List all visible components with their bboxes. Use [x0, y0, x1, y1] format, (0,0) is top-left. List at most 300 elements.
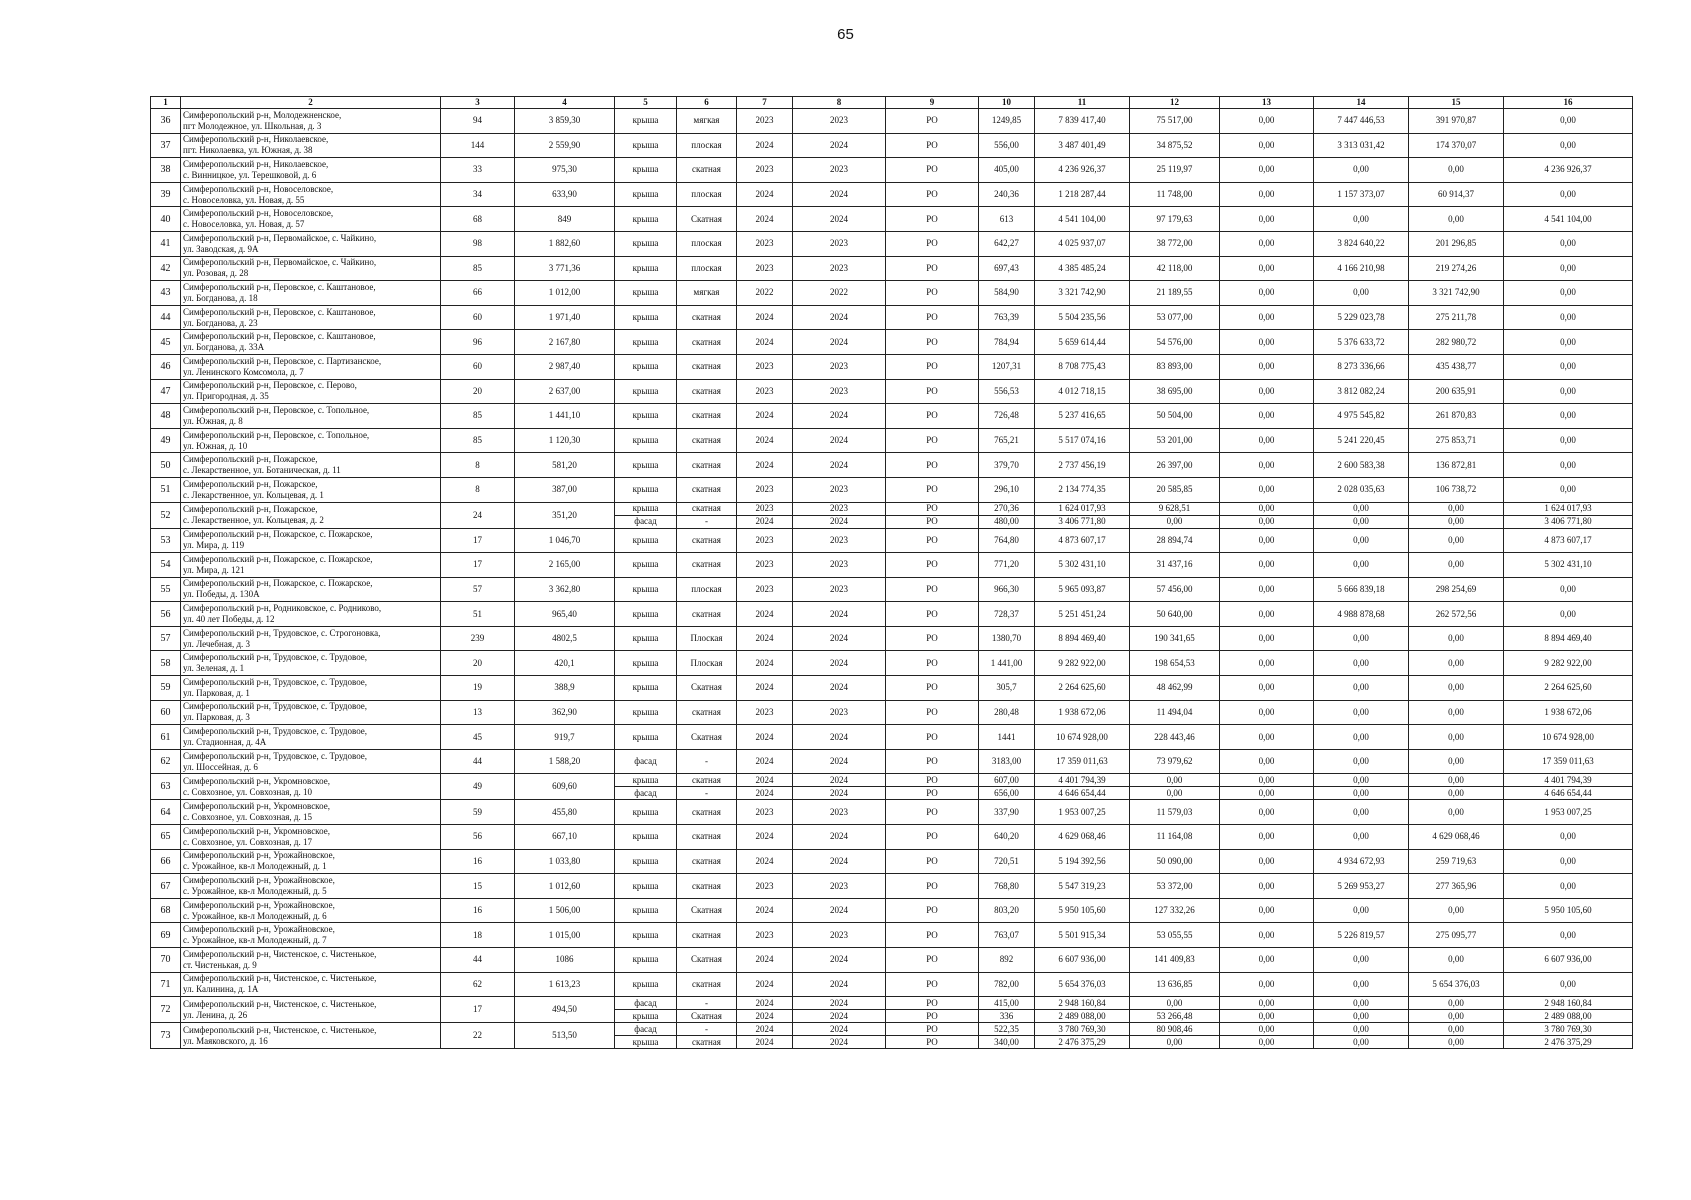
subsidy-cost: 2 600 583,38 [1314, 453, 1409, 478]
element-type: крыша [615, 305, 677, 330]
table-row [151, 330, 1633, 355]
financing-source: РО [886, 651, 979, 676]
table-row [151, 379, 1633, 404]
element-kind: скатная [677, 923, 737, 948]
address-cell [181, 626, 441, 651]
address-cell [181, 602, 441, 627]
row-number: 66 [151, 849, 181, 874]
owner-cost: 0,00 [1409, 774, 1504, 787]
address-line: Симферопольский р-н, Урожайновское, [183, 875, 335, 886]
subsidy-cost: 0,00 [1314, 1036, 1409, 1049]
year-start: 2024 [737, 676, 793, 701]
fund-cost: 0,00 [1220, 725, 1314, 750]
unit-cost: 73 979,62 [1130, 749, 1220, 774]
owner-cost: 391 970,87 [1409, 109, 1504, 134]
year-end: 2024 [793, 774, 886, 787]
building-area: 849 [515, 207, 615, 232]
fund-cost: 0,00 [1220, 231, 1314, 256]
subsidy-cost: 5 229 023,78 [1314, 305, 1409, 330]
address-line: Симферопольский р-н, Пожарское, с. Пожарское, [183, 553, 373, 564]
table-row [151, 553, 1633, 578]
element-type: крыша [615, 948, 677, 973]
row-number: 57 [151, 626, 181, 651]
element-type: крыша [615, 528, 677, 553]
address-cell [181, 528, 441, 553]
year-start: 2023 [737, 923, 793, 948]
work-volume: 280,48 [979, 700, 1035, 725]
element-type: крыша [615, 923, 677, 948]
unit-cost: 11 579,03 [1130, 800, 1220, 825]
table-row [151, 825, 1633, 850]
owner-cost: 0,00 [1409, 553, 1504, 578]
financing-source: РО [886, 553, 979, 578]
building-area: 1 012,60 [515, 874, 615, 899]
row-number: 55 [151, 577, 181, 602]
unit-cost: 53 055,55 [1130, 923, 1220, 948]
address-line: Симферопольский р-н, Трудовское, с. Трудовое, [183, 726, 368, 737]
subsidy-cost: 0,00 [1314, 651, 1409, 676]
unit-cost: 53 077,00 [1130, 305, 1220, 330]
column-number-2: 2 [181, 97, 441, 109]
subsidy-cost: 0,00 [1314, 749, 1409, 774]
element-kind: скатная [677, 774, 737, 787]
row-number: 47 [151, 379, 181, 404]
unit-cost: 54 576,00 [1130, 330, 1220, 355]
residents-count: 60 [441, 354, 515, 379]
work-volume: 782,00 [979, 972, 1035, 997]
subsidy-cost: 7 447 446,53 [1314, 109, 1409, 134]
fund-cost: 0,00 [1220, 404, 1314, 429]
residents-count: 51 [441, 602, 515, 627]
owner-cost: 275 095,77 [1409, 923, 1504, 948]
financing-source: РО [886, 379, 979, 404]
address-cell [181, 577, 441, 602]
work-volume: 607,00 [979, 774, 1035, 787]
column-number-6: 6 [677, 97, 737, 109]
owner-cost: 5 654 376,03 [1409, 972, 1504, 997]
total-cost: 8 894 469,40 [1035, 626, 1130, 651]
address-line: ул. Богданова, д. 18 [183, 292, 258, 303]
unit-cost: 0,00 [1130, 1036, 1220, 1049]
element-kind: скатная [677, 428, 737, 453]
column-number-15: 15 [1409, 97, 1504, 109]
fund-cost: 0,00 [1220, 354, 1314, 379]
year-end: 2023 [793, 577, 886, 602]
table-row [151, 651, 1633, 676]
address-cell [181, 133, 441, 158]
page-number: 65 [837, 26, 854, 43]
year-start: 2024 [737, 898, 793, 923]
element-type: крыша [615, 972, 677, 997]
element-type: крыша [615, 626, 677, 651]
residents-count: 8 [441, 477, 515, 502]
building-area: 1 613,23 [515, 972, 615, 997]
total-cost: 17 359 011,63 [1035, 749, 1130, 774]
work-volume: 613 [979, 207, 1035, 232]
address-line: Симферопольский р-н, Перовское, с. Топольное, [183, 404, 370, 415]
total-cost: 5 237 416,65 [1035, 404, 1130, 429]
row-number: 63 [151, 774, 181, 800]
address-line: Симферопольский р-н, Пожарское, [183, 504, 318, 514]
financing-source: РО [886, 182, 979, 207]
row-number: 36 [151, 109, 181, 134]
year-end: 2024 [793, 948, 886, 973]
address-cell [181, 651, 441, 676]
regional-cost: 17 359 011,63 [1504, 749, 1633, 774]
address-line: ул. Парковая, д. 1 [183, 687, 250, 698]
building-area: 609,60 [515, 774, 615, 800]
residents-count: 20 [441, 651, 515, 676]
fund-cost: 0,00 [1220, 553, 1314, 578]
year-start: 2023 [737, 874, 793, 899]
financing-source: РО [886, 453, 979, 478]
residents-count: 85 [441, 256, 515, 281]
address-line: Симферопольский р-н, Пожарское, с. Пожарское, [183, 578, 373, 589]
column-number-7: 7 [737, 97, 793, 109]
element-kind: скатная [677, 1036, 737, 1049]
table-row [151, 700, 1633, 725]
owner-cost: 0,00 [1409, 749, 1504, 774]
element-type: крыша [615, 849, 677, 874]
address-line: ул. Ленина, д. 26 [183, 1009, 248, 1020]
fund-cost: 0,00 [1220, 874, 1314, 899]
address-line: Симферопольский р-н, Перовское, с. Каштановое, [183, 306, 376, 317]
regional-cost: 5 950 105,60 [1504, 898, 1633, 923]
year-start: 2023 [737, 158, 793, 183]
subsidy-cost: 0,00 [1314, 207, 1409, 232]
year-start: 2023 [737, 800, 793, 825]
address-cell [181, 749, 441, 774]
total-cost: 3 780 769,30 [1035, 1023, 1130, 1036]
element-kind: скатная [677, 553, 737, 578]
address-line: Симферопольский р-н, Николаевское, [183, 134, 329, 145]
unit-cost: 31 437,16 [1130, 553, 1220, 578]
year-start: 2024 [737, 602, 793, 627]
row-number: 48 [151, 404, 181, 429]
unit-cost: 0,00 [1130, 787, 1220, 800]
row-number: 59 [151, 676, 181, 701]
subsidy-cost: 5 376 633,72 [1314, 330, 1409, 355]
year-start: 2023 [737, 477, 793, 502]
year-start: 2023 [737, 553, 793, 578]
regional-cost: 0,00 [1504, 404, 1633, 429]
work-volume: 765,21 [979, 428, 1035, 453]
address-cell [181, 553, 441, 578]
element-type: крыша [615, 281, 677, 306]
financing-source: РО [886, 972, 979, 997]
row-number: 62 [151, 749, 181, 774]
address-cell [181, 825, 441, 850]
total-cost: 5 965 093,87 [1035, 577, 1130, 602]
total-cost: 4 646 654,44 [1035, 787, 1130, 800]
financing-source: РО [886, 404, 979, 429]
element-type: крыша [615, 256, 677, 281]
unit-cost: 9 628,51 [1130, 502, 1220, 515]
address-line: пгт Молодежное, ул. Школьная, д. 3 [183, 120, 322, 131]
table-row [151, 528, 1633, 553]
table-row [151, 849, 1633, 874]
element-kind: скатная [677, 354, 737, 379]
financing-source: РО [886, 1023, 979, 1036]
subsidy-cost: 5 666 839,18 [1314, 577, 1409, 602]
regional-cost: 0,00 [1504, 109, 1633, 134]
row-number: 51 [151, 477, 181, 502]
work-volume: 336 [979, 1010, 1035, 1023]
work-volume: 3183,00 [979, 749, 1035, 774]
address-line: Симферопольский р-н, Трудовское, с. Трудовое, [183, 676, 368, 687]
regional-cost: 0,00 [1504, 354, 1633, 379]
column-number-12: 12 [1130, 97, 1220, 109]
residents-count: 13 [441, 700, 515, 725]
unit-cost: 38 695,00 [1130, 379, 1220, 404]
address-line: Симферопольский р-н, Перовское, с. Перово, [183, 380, 357, 391]
total-cost: 5 659 614,44 [1035, 330, 1130, 355]
owner-cost: 0,00 [1409, 515, 1504, 528]
subsidy-cost: 0,00 [1314, 626, 1409, 651]
year-start: 2023 [737, 231, 793, 256]
residents-count: 239 [441, 626, 515, 651]
unit-cost: 11 494,04 [1130, 700, 1220, 725]
row-number: 65 [151, 825, 181, 850]
element-type: крыша [615, 577, 677, 602]
column-number-11: 11 [1035, 97, 1130, 109]
subsidy-cost: 0,00 [1314, 1023, 1409, 1036]
subsidy-cost: 1 157 373,07 [1314, 182, 1409, 207]
table-row [151, 182, 1633, 207]
regional-cost: 0,00 [1504, 256, 1633, 281]
row-number: 54 [151, 553, 181, 578]
element-type: фасад [615, 1023, 677, 1036]
element-type: крыша [615, 379, 677, 404]
address-cell [181, 305, 441, 330]
work-volume: 1 441,00 [979, 651, 1035, 676]
address-line: с. Урожайное, кв-л Молодежный, д. 1 [183, 861, 327, 872]
regional-cost: 0,00 [1504, 577, 1633, 602]
residents-count: 57 [441, 577, 515, 602]
regional-cost: 0,00 [1504, 330, 1633, 355]
address-line: с. Лекарственное, ул. Кольцевая, д. 2 [183, 515, 324, 525]
unit-cost: 0,00 [1130, 515, 1220, 528]
unit-cost: 80 908,46 [1130, 1023, 1220, 1036]
row-number: 64 [151, 800, 181, 825]
subsidy-cost: 0,00 [1314, 515, 1409, 528]
year-start: 2024 [737, 207, 793, 232]
total-cost: 5 547 319,23 [1035, 874, 1130, 899]
address-cell [181, 849, 441, 874]
address-line: Симферопольский р-н, Трудовское, с. Трудовое, [183, 750, 368, 761]
row-number: 58 [151, 651, 181, 676]
address-line: Симферопольский р-н, Пожарское, [183, 478, 318, 489]
work-volume: 296,10 [979, 477, 1035, 502]
work-volume: 340,00 [979, 1036, 1035, 1049]
year-end: 2023 [793, 158, 886, 183]
work-volume: 480,00 [979, 515, 1035, 528]
table-row [151, 256, 1633, 281]
address-line: ул. Шоссейная, д. 6 [183, 761, 258, 772]
subsidy-cost: 0,00 [1314, 676, 1409, 701]
register-table [150, 96, 1633, 1049]
regional-cost: 0,00 [1504, 602, 1633, 627]
element-kind: скатная [677, 404, 737, 429]
element-type: крыша [615, 1036, 677, 1049]
year-end: 2024 [793, 725, 886, 750]
address-cell [181, 379, 441, 404]
element-type: фасад [615, 515, 677, 528]
total-cost: 6 607 936,00 [1035, 948, 1130, 973]
fund-cost: 0,00 [1220, 158, 1314, 183]
year-start: 2024 [737, 1023, 793, 1036]
work-volume: 784,94 [979, 330, 1035, 355]
owner-cost: 261 870,83 [1409, 404, 1504, 429]
address-line: Симферопольский р-н, Трудовское, с. Трудовое, [183, 701, 368, 712]
element-type: крыша [615, 725, 677, 750]
element-type: крыша [615, 676, 677, 701]
table-row [151, 207, 1633, 232]
fund-cost: 0,00 [1220, 182, 1314, 207]
address-line: с. Новоселовка, ул. Новая, д. 57 [183, 219, 305, 230]
year-start: 2024 [737, 453, 793, 478]
year-start: 2024 [737, 305, 793, 330]
year-start: 2024 [737, 774, 793, 787]
regional-cost: 4 236 926,37 [1504, 158, 1633, 183]
year-end: 2024 [793, 898, 886, 923]
regional-cost: 9 282 922,00 [1504, 651, 1633, 676]
work-volume: 1249,85 [979, 109, 1035, 134]
fund-cost: 0,00 [1220, 502, 1314, 515]
total-cost: 3 321 742,90 [1035, 281, 1130, 306]
regional-cost: 4 541 104,00 [1504, 207, 1633, 232]
column-number-8: 8 [793, 97, 886, 109]
table-row [151, 898, 1633, 923]
total-cost: 2 948 160,84 [1035, 997, 1130, 1010]
year-end: 2024 [793, 1036, 886, 1049]
year-start: 2023 [737, 528, 793, 553]
regional-cost: 0,00 [1504, 874, 1633, 899]
financing-source: РО [886, 577, 979, 602]
residents-count: 96 [441, 330, 515, 355]
address-line: с. Лекарственное, ул. Ботаническая, д. 11 [183, 465, 341, 476]
regional-cost: 1 938 672,06 [1504, 700, 1633, 725]
financing-source: РО [886, 749, 979, 774]
unit-cost: 38 772,00 [1130, 231, 1220, 256]
residents-count: 85 [441, 404, 515, 429]
owner-cost: 298 254,69 [1409, 577, 1504, 602]
table-row [151, 676, 1633, 701]
work-volume: 379,70 [979, 453, 1035, 478]
address-cell [181, 800, 441, 825]
subsidy-cost: 0,00 [1314, 972, 1409, 997]
owner-cost: 4 629 068,46 [1409, 825, 1504, 850]
regional-cost: 1 953 007,25 [1504, 800, 1633, 825]
year-end: 2024 [793, 1023, 886, 1036]
work-volume: 1380,70 [979, 626, 1035, 651]
owner-cost: 219 274,26 [1409, 256, 1504, 281]
year-end: 2024 [793, 997, 886, 1010]
element-kind: мягкая [677, 281, 737, 306]
total-cost: 5 504 235,56 [1035, 305, 1130, 330]
total-cost: 2 264 625,60 [1035, 676, 1130, 701]
total-cost: 1 938 672,06 [1035, 700, 1130, 725]
owner-cost: 0,00 [1409, 626, 1504, 651]
row-number: 72 [151, 997, 181, 1023]
financing-source: РО [886, 849, 979, 874]
year-start: 2024 [737, 404, 793, 429]
work-volume: 640,20 [979, 825, 1035, 850]
fund-cost: 0,00 [1220, 849, 1314, 874]
regional-cost: 0,00 [1504, 379, 1633, 404]
residents-count: 44 [441, 749, 515, 774]
owner-cost: 435 438,77 [1409, 354, 1504, 379]
fund-cost: 0,00 [1220, 948, 1314, 973]
building-area: 919,7 [515, 725, 615, 750]
column-number-5: 5 [615, 97, 677, 109]
address-line: Симферопольский р-н, Чистенское, с. Чистенькое, [183, 1024, 377, 1035]
subsidy-cost: 0,00 [1314, 725, 1409, 750]
table-row [151, 404, 1633, 429]
residents-count: 18 [441, 923, 515, 948]
building-area: 2 165,00 [515, 553, 615, 578]
unit-cost: 190 341,65 [1130, 626, 1220, 651]
address-line: ул. Богданова, д. 23 [183, 317, 258, 328]
year-start: 2024 [737, 515, 793, 528]
owner-cost: 0,00 [1409, 800, 1504, 825]
work-volume: 768,80 [979, 874, 1035, 899]
row-number: 40 [151, 207, 181, 232]
fund-cost: 0,00 [1220, 1023, 1314, 1036]
owner-cost: 0,00 [1409, 502, 1504, 515]
work-volume: 728,37 [979, 602, 1035, 627]
element-kind: Скатная [677, 676, 737, 701]
row-number: 43 [151, 281, 181, 306]
subsidy-cost: 0,00 [1314, 281, 1409, 306]
building-area: 1086 [515, 948, 615, 973]
owner-cost: 0,00 [1409, 1010, 1504, 1023]
address-cell [181, 281, 441, 306]
element-type: крыша [615, 330, 677, 355]
year-start: 2024 [737, 825, 793, 850]
element-type: крыша [615, 453, 677, 478]
fund-cost: 0,00 [1220, 1010, 1314, 1023]
table-body [151, 109, 1633, 1049]
residents-count: 60 [441, 305, 515, 330]
building-area: 513,50 [515, 1023, 615, 1049]
financing-source: РО [886, 787, 979, 800]
unit-cost: 75 517,00 [1130, 109, 1220, 134]
address-line: с. Совхозное, ул. Совхозная, д. 10 [183, 786, 312, 797]
year-end: 2024 [793, 330, 886, 355]
building-area: 1 015,00 [515, 923, 615, 948]
work-volume: 1441 [979, 725, 1035, 750]
residents-count: 66 [441, 281, 515, 306]
fund-cost: 0,00 [1220, 700, 1314, 725]
unit-cost: 28 894,74 [1130, 528, 1220, 553]
address-line: с. Урожайное, кв-л Молодежный, д. 7 [183, 935, 327, 946]
table-row [151, 602, 1633, 627]
fund-cost: 0,00 [1220, 898, 1314, 923]
year-end: 2024 [793, 651, 886, 676]
financing-source: РО [886, 528, 979, 553]
building-area: 2 559,90 [515, 133, 615, 158]
column-number-14: 14 [1314, 97, 1409, 109]
total-cost: 5 654 376,03 [1035, 972, 1130, 997]
year-start: 2023 [737, 700, 793, 725]
address-cell [181, 256, 441, 281]
owner-cost: 0,00 [1409, 1036, 1504, 1049]
fund-cost: 0,00 [1220, 207, 1314, 232]
financing-source: РО [886, 502, 979, 515]
owner-cost: 0,00 [1409, 948, 1504, 973]
address-line: ул. Южная, д. 10 [183, 440, 248, 451]
